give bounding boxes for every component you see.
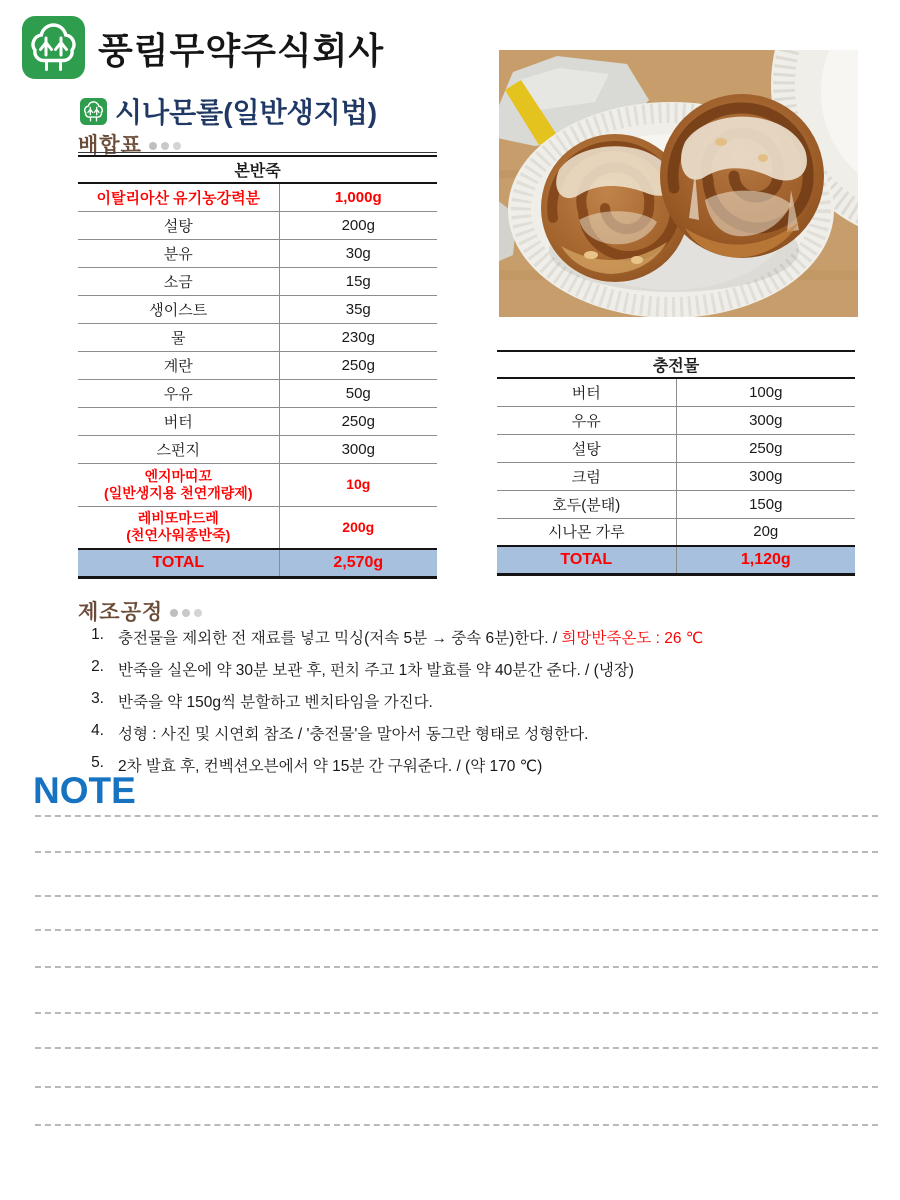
- process-heading: [78, 596, 202, 626]
- note-line: [35, 1047, 878, 1049]
- table-row: 소금 15g: [78, 267, 437, 295]
- target-dough-temp: 희망반죽온도 : 26 ℃: [561, 630, 704, 647]
- process-steps: [86, 626, 881, 786]
- tree-icon-small: [80, 98, 107, 125]
- heading-dots-icon: [170, 609, 202, 617]
- note-line: [35, 895, 878, 897]
- note-heading: NOTE: [33, 770, 136, 811]
- note-line: [35, 1124, 878, 1126]
- process-step: 4. 성형 : 사진 및 시연회 참조 / '충전물'을 말아서 동그란 형태로 성형한다.: [91, 722, 589, 743]
- tree-icon: [22, 16, 85, 79]
- filling-total-row: TOTAL 1,120g: [497, 546, 855, 574]
- table-row: 엔지마띠꼬 (일반생지용 천연개량제) 10g: [78, 463, 437, 506]
- process-step: 3. 반죽을 약 150g씩 분할하고 벤치타임을 가진다.: [91, 690, 433, 711]
- table-row: 스펀지 300g: [78, 435, 437, 463]
- note-line: [35, 929, 878, 931]
- process-step: 1. 충전물을 제외한 전 재료를 넣고 믹싱(저속 5분 → 중속 6분)한다. / 희망반죽온도 : 26 ℃: [91, 626, 704, 647]
- filling-table-header: 충전물: [497, 351, 855, 378]
- dough-total-row: TOTAL 2,570g: [78, 549, 437, 577]
- process-heading-label: 제조공정: [78, 600, 164, 624]
- table-row: 우유 300g: [497, 406, 855, 434]
- mix-table-heading-label: 배합표: [78, 133, 142, 157]
- dough-table-header: 본반죽: [78, 156, 437, 183]
- process-step: 5. 2차 발효 후, 컨벡션오븐에서 약 15분 간 구워준다. / (약 170 ℃): [91, 754, 543, 775]
- table-row: 계란 250g: [78, 351, 437, 379]
- note-line: [35, 1012, 878, 1014]
- filling-table: [497, 350, 855, 576]
- heading-dots-icon: [149, 142, 181, 150]
- company-logo: [22, 16, 85, 79]
- table-row: 설탕 200g: [78, 211, 437, 239]
- note-line: [35, 966, 878, 968]
- table-row: 버터 100g: [497, 378, 855, 406]
- table-row: 생이스트 35g: [78, 295, 437, 323]
- page-title: 시나몬롤(일반생지법): [115, 97, 378, 128]
- table-row: 레비또마드레 (천연사워종반죽) 200g: [78, 506, 437, 549]
- process-step: 2. 반죽을 실온에 약 30분 보관 후, 펀치 주고 1차 발효를 약 40분간 준다. / (냉장): [91, 658, 634, 679]
- company-name: 풍림무약주식회사: [98, 30, 385, 71]
- table-row: 우유 50g: [78, 379, 437, 407]
- note-line: [35, 1086, 878, 1088]
- table-row: 버터 250g: [78, 407, 437, 435]
- note-line: [35, 815, 878, 817]
- note-line: [35, 851, 878, 853]
- table-row: 크럼 300g: [497, 462, 855, 490]
- title-row: [80, 91, 377, 131]
- table-row: 시나몬 가루 20g: [497, 518, 855, 546]
- table-row: 분유 30g: [78, 239, 437, 267]
- dough-table: [78, 152, 437, 579]
- table-row: 이탈리아산 유기농강력분 1,000g: [78, 183, 437, 211]
- table-row: 설탕 250g: [497, 434, 855, 462]
- table-row: 호두(분태) 150g: [497, 490, 855, 518]
- recipe-photo: [499, 50, 858, 317]
- table-row: 물 230g: [78, 323, 437, 351]
